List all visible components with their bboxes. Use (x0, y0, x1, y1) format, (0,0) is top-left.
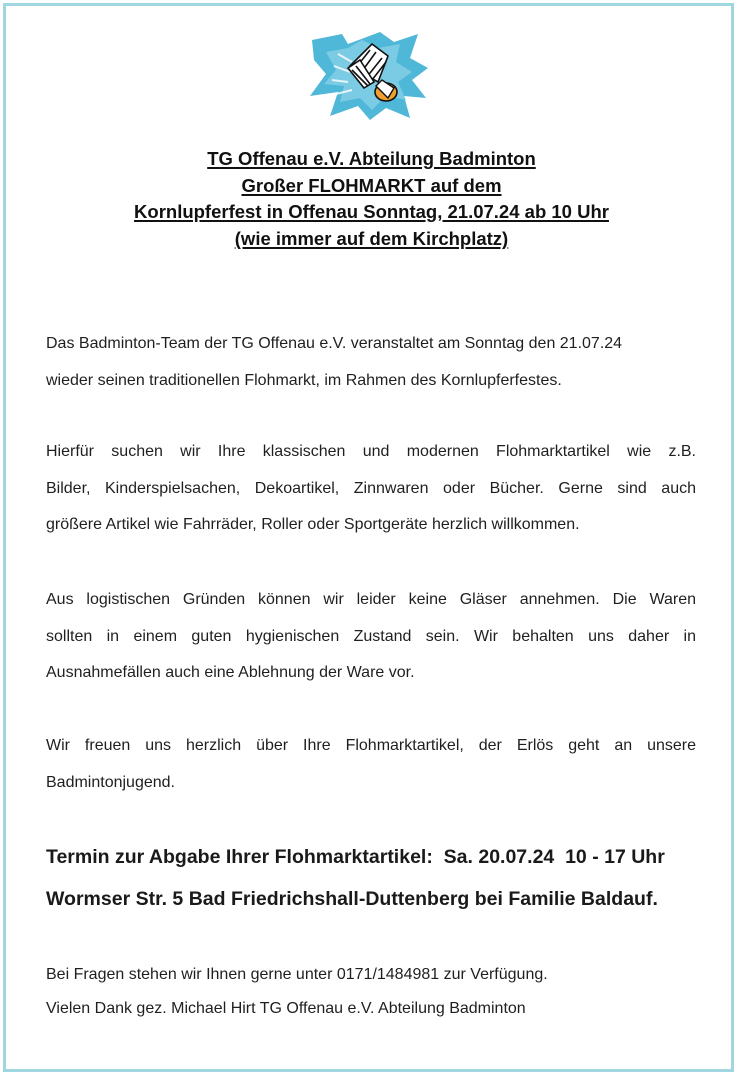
headline-line-date: Kornlupferfest in Offenau Sonntag, 21.07.24 ab 10 Uhr (134, 201, 609, 222)
paragraph-intro (46, 326, 696, 399)
contact-info (46, 958, 696, 1026)
paragraph-conditions (46, 582, 696, 692)
paragraph-line: wieder seinen traditionellen Flohmarkt, im Rahmen des Kornlupferfestes. (46, 371, 562, 389)
drop-off-date: Termin zur Abgabe Ihrer Flohmarktartikel: Sa. 20.07.24 10 - 17 Uhr (46, 846, 665, 868)
paragraph-line: Ausnahmefällen auch eine Ablehnung der Ware vor. (46, 664, 415, 681)
paragraph-line: Hierfür suchen wir Ihre klassischen und modernen Flohmarktartikel wie z.B. (46, 443, 696, 460)
paragraph-line: Aus logistischen Gründen können wir leider keine Gläser annehmen. Die Waren (46, 591, 696, 608)
paragraph-line: sollten in einem guten hygienischen Zustand sein. Wir behalten uns daher in (46, 627, 696, 645)
headline-line-event: Großer FLOHMARKT auf dem (241, 174, 502, 196)
drop-off-address: Wormser Str. 5 Bad Friedrichshall-Duttenberg bei Familie Baldauf. (46, 888, 658, 910)
paragraph-line: Das Badminton-Team der TG Offenau e.V. veranstaltet am Sonntag den 21.07.24 (46, 335, 623, 352)
paragraph-line: Badmintonjugend. (46, 773, 175, 791)
paragraph-line: größere Artikel wie Fahrräder, Roller oder Sportgeräte herzlich willkommen. (46, 516, 580, 533)
headline (40, 146, 703, 252)
headline-line-club: TG Offenau e.V. Abteilung Badminton (207, 148, 536, 169)
contact-phone-line: Bei Fragen stehen wir Ihnen gerne unter 0171/1484981 zur Verfügung. (46, 966, 548, 983)
paragraph-line: Bilder, Kinderspielsachen, Dekoartikel, Zinnwaren oder Bücher. Gerne sind auch (46, 479, 696, 497)
headline-line-location: (wie immer auf dem Kirchplatz) (234, 227, 509, 249)
paragraph-thanks (46, 728, 696, 801)
badminton-shuttlecock-icon (308, 30, 430, 122)
paragraph-items (46, 434, 696, 544)
signature-line: Vielen Dank gez. Michael Hirt TG Offenau e.V. Abteilung Badminton (46, 1000, 526, 1017)
paragraph-line: Wir freuen uns herzlich über Ihre Flohmarktartikel, der Erlös geht an unsere (46, 737, 696, 754)
